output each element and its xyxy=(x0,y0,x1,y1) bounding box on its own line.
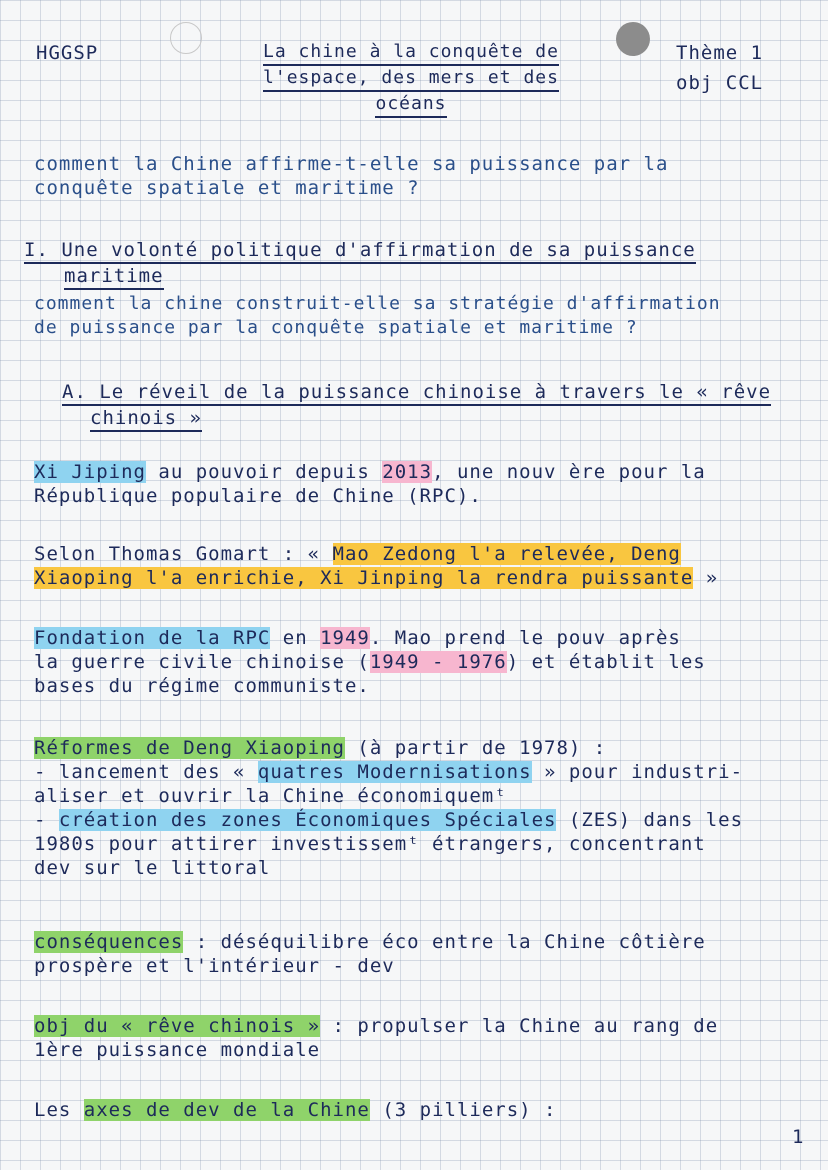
section-I-question-line-2: de puissance par la conquête spatiale et maritime ? xyxy=(34,317,638,338)
paragraph-consequences xyxy=(34,930,706,978)
paper-punch-hole xyxy=(616,22,650,56)
objectif-highlight: obj du « rêve chinois » xyxy=(34,1015,321,1037)
section-I-question-line-1: comment la chine construit-elle sa stratégie d'affirmation xyxy=(34,293,721,314)
problematique-line-1: comment la Chine affirme-t-elle sa puissance par la xyxy=(34,153,669,175)
bullet2-start: - xyxy=(34,809,59,831)
para6-text: : propulser la Chine au rang de xyxy=(320,1015,719,1037)
para1-text-1: au pouvoir depuis xyxy=(145,461,383,483)
para4-intro: (à partir de 1978) : xyxy=(344,737,607,759)
year-1949-highlight: 1949 xyxy=(320,627,370,649)
title-line-2: l'espace, des mers et des xyxy=(263,66,559,92)
year-2013-highlight: 2013 xyxy=(382,461,433,483)
para3-line-2b: ) et établit les xyxy=(506,651,706,673)
title-line-1: La chine à la conquête de xyxy=(263,40,559,66)
section-A-heading xyxy=(62,380,771,432)
para6-line-2: 1ère puissance mondiale xyxy=(34,1039,321,1061)
modernisations-highlight: quatres Modernisations xyxy=(257,761,532,783)
para3-line-2a: la guerre civile chinoise ( xyxy=(34,651,370,673)
zes-highlight: création des zones Économiques Spéciales xyxy=(58,809,557,831)
section-I-heading xyxy=(24,238,696,290)
paragraph-objectif-reve xyxy=(34,1014,718,1062)
para3-line-3: bases du régime communiste. xyxy=(34,675,370,697)
title-line-3: océans xyxy=(375,92,446,118)
para5-text: : déséquilibre éco entre la Chine côtière xyxy=(183,931,706,953)
bullet2-line-2: 1980s pour attirer investissemᵗ étrangers, concentrant xyxy=(34,833,706,855)
para1-line-2: République populaire de Chine (RPC). xyxy=(34,485,482,507)
fondation-highlight: Fondation de la RPC xyxy=(34,627,271,649)
section-A-heading-line-2: chinois » xyxy=(90,406,202,432)
xi-name-highlight: Xi Jiping xyxy=(34,461,146,483)
years-civil-war-highlight: 1949 - 1976 xyxy=(369,651,507,673)
para2-close: » xyxy=(693,567,719,589)
bullet2-line-3: dev sur le littoral xyxy=(34,857,271,879)
quote-highlight-2: Xiaoping l'a enrichie, Xi Jinping la rendra puissante xyxy=(34,567,694,589)
problematique xyxy=(34,152,668,200)
paragraph-reformes-deng xyxy=(34,736,743,880)
quote-highlight-1: Mao Zedong l'a relevée, Deng xyxy=(332,543,681,565)
section-I-question xyxy=(34,292,721,340)
para7-text: (3 pilliers) : xyxy=(369,1099,557,1121)
section-I-heading-line-1: I. Une volonté politique d'affirmation de sa puissance xyxy=(24,238,696,264)
paragraph-quote-gomart xyxy=(34,542,718,590)
para3-text-2: . Mao prend le pouv après xyxy=(369,627,681,649)
page-title xyxy=(226,40,596,118)
subject-label: HGGSP xyxy=(36,42,99,64)
paragraph-axes-dev xyxy=(34,1098,556,1122)
reformes-highlight: Réformes de Deng Xiaoping xyxy=(34,737,345,759)
objective-label: obj CCL xyxy=(676,72,764,94)
para5-line-2: prospère et l'intérieur - dev xyxy=(34,955,395,977)
bullet2-end: (ZES) dans les xyxy=(556,809,744,831)
para7-start: Les xyxy=(34,1099,84,1121)
paragraph-fondation-rpc xyxy=(34,626,706,698)
problematique-line-2: conquête spatiale et maritime ? xyxy=(34,177,420,199)
para3-text-1: en xyxy=(270,627,321,649)
theme-label: Thème 1 xyxy=(676,42,764,64)
page-number: 1 xyxy=(792,1126,805,1148)
paper-hole-faint xyxy=(170,22,202,54)
section-I-heading-line-2: maritime xyxy=(64,264,164,290)
axes-highlight: axes de dev de la Chine xyxy=(83,1099,370,1121)
bullet1-end: » pour industri- xyxy=(531,761,744,783)
consequences-highlight: conséquences xyxy=(34,931,184,953)
para2-intro: Selon Thomas Gomart : « xyxy=(34,543,333,565)
section-A-heading-line-1: A. Le réveil de la puissance chinoise à travers le « rêve xyxy=(62,380,771,406)
para1-text-2: , une nouv ère pour la xyxy=(432,461,706,483)
bullet1-line-2: aliser et ouvrir la Chine économiquemᵗ xyxy=(34,785,507,807)
bullet1-start: - lancement des « xyxy=(34,761,258,783)
paragraph-xi-jinping xyxy=(34,460,706,508)
